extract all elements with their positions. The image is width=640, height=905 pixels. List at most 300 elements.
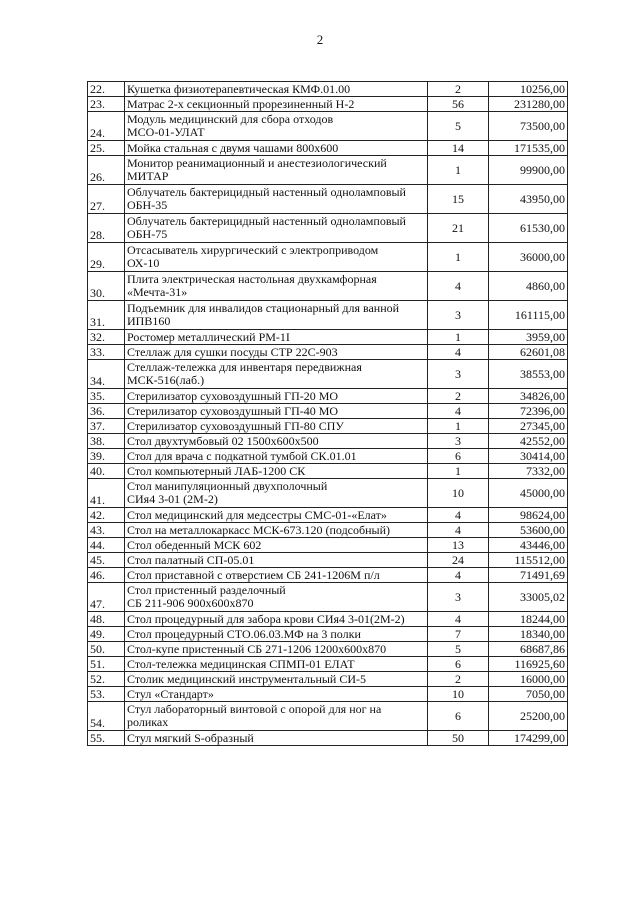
item-name-cell bbox=[125, 479, 428, 508]
item-name-text: Стол процедурный для забора крови СИя4 3-01(2М-2) bbox=[127, 611, 405, 626]
amount-text: 73500,00 bbox=[520, 118, 565, 133]
table-row bbox=[88, 272, 568, 301]
row-number-cell bbox=[88, 112, 125, 141]
item-name-cell bbox=[125, 404, 428, 419]
quantity-text: 15 bbox=[452, 191, 464, 206]
amount-cell bbox=[489, 731, 568, 746]
table-row bbox=[88, 568, 568, 583]
table-row bbox=[88, 479, 568, 508]
quantity-cell bbox=[428, 330, 489, 345]
row-number-cell bbox=[88, 214, 125, 243]
item-name-text: Стол пристенный разделочный СБ 211-906 900х600х870 bbox=[127, 583, 286, 610]
row-number-cell bbox=[88, 731, 125, 746]
item-name-text: Облучатель бактерицидный настенный одноламповый ОБН-35 bbox=[127, 185, 406, 212]
item-name-text: Стол на металлокаркасс МСК-673.120 (подсобный) bbox=[127, 522, 391, 537]
amount-text: 68687,86 bbox=[520, 641, 565, 656]
amount-text: 99900,00 bbox=[520, 162, 565, 177]
quantity-text: 1 bbox=[455, 162, 461, 177]
row-number-cell bbox=[88, 672, 125, 687]
item-name-text: Облучатель бактерицидный настенный одноламповый ОБН-75 bbox=[127, 214, 406, 241]
row-number-text: 47. bbox=[90, 597, 105, 611]
item-name-text: Стеллаж-тележка для инвентаря передвижная МСК-516(лаб.) bbox=[127, 360, 362, 387]
item-name-cell bbox=[125, 360, 428, 389]
table-row bbox=[88, 214, 568, 243]
amount-cell bbox=[489, 553, 568, 568]
table-row bbox=[88, 330, 568, 345]
quantity-text: 6 bbox=[455, 708, 461, 723]
amount-cell bbox=[489, 642, 568, 657]
item-name-cell bbox=[125, 642, 428, 657]
amount-text: 72396,00 bbox=[520, 403, 565, 418]
item-name-text: Модуль медицинский для сбора отходов МСО-01-УЛАТ bbox=[127, 112, 334, 139]
quantity-cell bbox=[428, 185, 489, 214]
amount-text: 43446,00 bbox=[520, 537, 565, 552]
row-number-text: 55. bbox=[90, 731, 105, 745]
amount-cell bbox=[489, 627, 568, 642]
table-row bbox=[88, 345, 568, 360]
item-name-cell bbox=[125, 389, 428, 404]
amount-cell bbox=[489, 523, 568, 538]
quantity-text: 5 bbox=[455, 118, 461, 133]
amount-text: 18244,00 bbox=[520, 611, 565, 626]
quantity-cell bbox=[428, 508, 489, 523]
amount-text: 33005,02 bbox=[520, 589, 565, 604]
item-name-text: Плита электрическая настольная двухкамфорная «Мечта-31» bbox=[127, 272, 377, 299]
quantity-text: 1 bbox=[455, 418, 461, 433]
item-name-text: Стеллаж для сушки посуды СТР 22С-903 bbox=[127, 344, 338, 359]
item-name-cell bbox=[125, 434, 428, 449]
item-name-text: Стол медицинский для медсестры СМС-01-«Елат» bbox=[127, 507, 387, 522]
item-name-cell bbox=[125, 449, 428, 464]
amount-cell bbox=[489, 508, 568, 523]
row-number-cell bbox=[88, 419, 125, 434]
table-row bbox=[88, 553, 568, 568]
quantity-cell bbox=[428, 731, 489, 746]
quantity-text: 1 bbox=[455, 463, 461, 478]
row-number-cell bbox=[88, 434, 125, 449]
amount-text: 10256,00 bbox=[520, 81, 565, 96]
item-name-cell bbox=[125, 508, 428, 523]
amount-text: 38553,00 bbox=[520, 366, 565, 381]
amount-text: 98624,00 bbox=[520, 507, 565, 522]
row-number-cell bbox=[88, 156, 125, 185]
table-row bbox=[88, 657, 568, 672]
item-name-cell bbox=[125, 82, 428, 97]
item-name-text: Стерилизатор суховоздушный ГП-80 СПУ bbox=[127, 418, 344, 433]
item-name-text: Матрас 2-х секционный прорезиненный Н-2 bbox=[127, 96, 355, 111]
row-number-cell bbox=[88, 345, 125, 360]
quantity-text: 4 bbox=[455, 611, 461, 626]
row-number-text: 54. bbox=[90, 716, 105, 730]
row-number-cell bbox=[88, 612, 125, 627]
item-name-cell bbox=[125, 731, 428, 746]
quantity-cell bbox=[428, 449, 489, 464]
quantity-cell bbox=[428, 301, 489, 330]
item-name-cell bbox=[125, 97, 428, 112]
row-number-cell bbox=[88, 360, 125, 389]
amount-cell bbox=[489, 687, 568, 702]
row-number-text: 30. bbox=[90, 286, 105, 300]
row-number-text: 52. bbox=[90, 672, 105, 686]
quantity-text: 24 bbox=[452, 552, 464, 567]
quantity-cell bbox=[428, 404, 489, 419]
item-name-cell bbox=[125, 464, 428, 479]
inventory-table bbox=[87, 81, 568, 746]
amount-text: 42552,00 bbox=[520, 433, 565, 448]
quantity-cell bbox=[428, 702, 489, 731]
amount-cell bbox=[489, 479, 568, 508]
amount-text: 115512,00 bbox=[514, 552, 565, 567]
item-name-text: Подъемник для инвалидов стационарный для ванной ИПВ160 bbox=[127, 301, 400, 328]
table-row bbox=[88, 687, 568, 702]
quantity-text: 6 bbox=[455, 656, 461, 671]
item-name-text: Стол приставной с отверстием СБ 241-1206М п/л bbox=[127, 567, 380, 582]
amount-text: 7050,00 bbox=[526, 686, 565, 701]
item-name-cell bbox=[125, 553, 428, 568]
amount-text: 4860,00 bbox=[526, 278, 565, 293]
amount-cell bbox=[489, 672, 568, 687]
quantity-text: 10 bbox=[452, 485, 464, 500]
row-number-text: 23. bbox=[90, 97, 105, 111]
amount-text: 61530,00 bbox=[520, 220, 565, 235]
quantity-cell bbox=[428, 627, 489, 642]
quantity-text: 2 bbox=[455, 671, 461, 686]
row-number-cell bbox=[88, 82, 125, 97]
item-name-cell bbox=[125, 702, 428, 731]
amount-cell bbox=[489, 156, 568, 185]
quantity-cell bbox=[428, 389, 489, 404]
row-number-cell bbox=[88, 185, 125, 214]
item-name-text: Стул «Стандарт» bbox=[127, 686, 214, 701]
quantity-cell bbox=[428, 538, 489, 553]
amount-cell bbox=[489, 185, 568, 214]
row-number-cell bbox=[88, 583, 125, 612]
item-name-text: Стол двухтумбовый 02 1500х600х500 bbox=[127, 433, 319, 448]
table-row bbox=[88, 156, 568, 185]
row-number-cell bbox=[88, 464, 125, 479]
quantity-cell bbox=[428, 112, 489, 141]
item-name-text: Стол манипуляционный двухполочный СИя4 3-01 (2М-2) bbox=[127, 479, 328, 506]
amount-cell bbox=[489, 345, 568, 360]
amount-text: 45000,00 bbox=[520, 485, 565, 500]
row-number-text: 33. bbox=[90, 345, 105, 359]
quantity-text: 2 bbox=[455, 388, 461, 403]
row-number-cell bbox=[88, 538, 125, 553]
amount-cell bbox=[489, 389, 568, 404]
quantity-cell bbox=[428, 434, 489, 449]
item-name-cell bbox=[125, 243, 428, 272]
amount-cell bbox=[489, 538, 568, 553]
item-name-cell bbox=[125, 272, 428, 301]
item-name-text: Отсасыватель хирургический с электроприводом ОХ-10 bbox=[127, 243, 379, 270]
row-number-text: 36. bbox=[90, 404, 105, 418]
row-number-cell bbox=[88, 330, 125, 345]
row-number-text: 45. bbox=[90, 553, 105, 567]
row-number-text: 48. bbox=[90, 612, 105, 626]
item-name-cell bbox=[125, 345, 428, 360]
row-number-text: 50. bbox=[90, 642, 105, 656]
quantity-cell bbox=[428, 214, 489, 243]
row-number-text: 51. bbox=[90, 657, 105, 671]
amount-text: 36000,00 bbox=[520, 249, 565, 264]
row-number-cell bbox=[88, 389, 125, 404]
quantity-text: 2 bbox=[455, 81, 461, 96]
table-row bbox=[88, 419, 568, 434]
amount-cell bbox=[489, 657, 568, 672]
quantity-cell bbox=[428, 156, 489, 185]
table-row bbox=[88, 389, 568, 404]
item-name-cell bbox=[125, 301, 428, 330]
table-row bbox=[88, 672, 568, 687]
row-number-text: 38. bbox=[90, 434, 105, 448]
amount-cell bbox=[489, 583, 568, 612]
page-number: 2 bbox=[316, 32, 324, 47]
quantity-text: 1 bbox=[455, 249, 461, 264]
row-number-text: 44. bbox=[90, 538, 105, 552]
quantity-text: 4 bbox=[455, 403, 461, 418]
amount-text: 30414,00 bbox=[520, 448, 565, 463]
quantity-text: 10 bbox=[452, 686, 464, 701]
amount-cell bbox=[489, 404, 568, 419]
amount-text: 34826,00 bbox=[520, 388, 565, 403]
quantity-cell bbox=[428, 687, 489, 702]
table-row bbox=[88, 141, 568, 156]
row-number-cell bbox=[88, 627, 125, 642]
row-number-cell bbox=[88, 301, 125, 330]
row-number-text: 26. bbox=[90, 170, 105, 184]
table-row bbox=[88, 642, 568, 657]
amount-cell bbox=[489, 612, 568, 627]
quantity-cell bbox=[428, 657, 489, 672]
table-row bbox=[88, 464, 568, 479]
quantity-cell bbox=[428, 612, 489, 627]
table-row bbox=[88, 185, 568, 214]
item-name-cell bbox=[125, 612, 428, 627]
row-number-cell bbox=[88, 97, 125, 112]
table-row bbox=[88, 523, 568, 538]
amount-text: 161115,00 bbox=[514, 307, 565, 322]
table-row bbox=[88, 97, 568, 112]
row-number-cell bbox=[88, 272, 125, 301]
inventory-table-body bbox=[88, 82, 568, 746]
quantity-text: 14 bbox=[452, 140, 464, 155]
quantity-cell bbox=[428, 464, 489, 479]
row-number-text: 46. bbox=[90, 568, 105, 582]
amount-text: 62601,08 bbox=[520, 344, 565, 359]
amount-cell bbox=[489, 243, 568, 272]
row-number-text: 43. bbox=[90, 523, 105, 537]
amount-cell bbox=[489, 702, 568, 731]
row-number-text: 32. bbox=[90, 330, 105, 344]
row-number-text: 41. bbox=[90, 493, 105, 507]
quantity-text: 3 bbox=[455, 589, 461, 604]
quantity-cell bbox=[428, 583, 489, 612]
item-name-cell bbox=[125, 156, 428, 185]
table-row bbox=[88, 612, 568, 627]
amount-text: 231280,00 bbox=[514, 96, 565, 111]
row-number-cell bbox=[88, 568, 125, 583]
quantity-text: 1 bbox=[455, 329, 461, 344]
row-number-text: 49. bbox=[90, 627, 105, 641]
quantity-cell bbox=[428, 360, 489, 389]
amount-cell bbox=[489, 464, 568, 479]
row-number-text: 34. bbox=[90, 374, 105, 388]
quantity-text: 56 bbox=[452, 96, 464, 111]
row-number-text: 31. bbox=[90, 315, 105, 329]
row-number-text: 42. bbox=[90, 508, 105, 522]
table-row bbox=[88, 360, 568, 389]
amount-cell bbox=[489, 449, 568, 464]
amount-text: 3959,00 bbox=[526, 329, 565, 344]
quantity-cell bbox=[428, 553, 489, 568]
amount-text: 16000,00 bbox=[520, 671, 565, 686]
item-name-text: Монитор реанимационный и анестезиологический МИТАР bbox=[127, 156, 387, 183]
amount-cell bbox=[489, 568, 568, 583]
row-number-cell bbox=[88, 553, 125, 568]
table-row bbox=[88, 583, 568, 612]
table-row bbox=[88, 449, 568, 464]
row-number-text: 22. bbox=[90, 82, 105, 96]
table-row bbox=[88, 731, 568, 746]
item-name-cell bbox=[125, 687, 428, 702]
amount-cell bbox=[489, 141, 568, 156]
quantity-text: 3 bbox=[455, 366, 461, 381]
item-name-text: Стул лабораторный винтовой с опорой для ног на роликах bbox=[127, 702, 382, 729]
amount-text: 43950,00 bbox=[520, 191, 565, 206]
item-name-cell bbox=[125, 185, 428, 214]
item-name-cell bbox=[125, 141, 428, 156]
table-row bbox=[88, 112, 568, 141]
table-row bbox=[88, 243, 568, 272]
amount-text: 174299,00 bbox=[514, 730, 565, 745]
quantity-text: 5 bbox=[455, 641, 461, 656]
quantity-cell bbox=[428, 82, 489, 97]
item-name-cell bbox=[125, 523, 428, 538]
row-number-cell bbox=[88, 642, 125, 657]
amount-text: 27345,00 bbox=[520, 418, 565, 433]
quantity-cell bbox=[428, 672, 489, 687]
item-name-text: Стол палатный СП-05.01 bbox=[127, 552, 255, 567]
quantity-text: 4 bbox=[455, 344, 461, 359]
quantity-text: 4 bbox=[455, 567, 461, 582]
item-name-text: Стол-тележка медицинская СПМП-01 ЕЛАТ bbox=[127, 656, 355, 671]
row-number-text: 27. bbox=[90, 199, 105, 213]
table-row bbox=[88, 508, 568, 523]
item-name-cell bbox=[125, 627, 428, 642]
amount-cell bbox=[489, 330, 568, 345]
amount-text: 25200,00 bbox=[520, 708, 565, 723]
item-name-cell bbox=[125, 330, 428, 345]
quantity-text: 7 bbox=[455, 626, 461, 641]
item-name-text: Стол для врача с подкатной тумбой СК.01.01 bbox=[127, 448, 357, 463]
row-number-text: 29. bbox=[90, 257, 105, 271]
table-row bbox=[88, 301, 568, 330]
table-row bbox=[88, 404, 568, 419]
row-number-cell bbox=[88, 404, 125, 419]
table-row bbox=[88, 82, 568, 97]
item-name-text: Стерилизатор суховоздушный ГП-20 МО bbox=[127, 388, 339, 403]
amount-cell bbox=[489, 419, 568, 434]
item-name-cell bbox=[125, 214, 428, 243]
item-name-text: Столик медицинский инструментальный СИ-5 bbox=[127, 671, 367, 686]
quantity-cell bbox=[428, 568, 489, 583]
quantity-cell bbox=[428, 642, 489, 657]
row-number-cell bbox=[88, 657, 125, 672]
item-name-cell bbox=[125, 657, 428, 672]
row-number-text: 37. bbox=[90, 419, 105, 433]
quantity-text: 4 bbox=[455, 278, 461, 293]
quantity-text: 50 bbox=[452, 730, 464, 745]
quantity-cell bbox=[428, 419, 489, 434]
item-name-text: Ростомер металлический РМ-1I bbox=[127, 329, 290, 344]
row-number-cell bbox=[88, 449, 125, 464]
quantity-text: 3 bbox=[455, 433, 461, 448]
row-number-text: 35. bbox=[90, 389, 105, 403]
quantity-text: 4 bbox=[455, 522, 461, 537]
row-number-cell bbox=[88, 508, 125, 523]
amount-text: 7332,00 bbox=[526, 463, 565, 478]
item-name-text: Стул мягкий S-образный bbox=[127, 730, 254, 745]
item-name-text: Стол обеденный МСК 602 bbox=[127, 537, 262, 552]
row-number-text: 53. bbox=[90, 687, 105, 701]
item-name-text: Кушетка физиотерапевтическая КМФ.01.00 bbox=[127, 81, 351, 96]
quantity-text: 21 bbox=[452, 220, 464, 235]
row-number-text: 39. bbox=[90, 449, 105, 463]
quantity-cell bbox=[428, 523, 489, 538]
item-name-cell bbox=[125, 672, 428, 687]
quantity-text: 4 bbox=[455, 507, 461, 522]
row-number-text: 40. bbox=[90, 464, 105, 478]
item-name-cell bbox=[125, 538, 428, 553]
amount-cell bbox=[489, 97, 568, 112]
quantity-cell bbox=[428, 141, 489, 156]
table-row bbox=[88, 702, 568, 731]
quantity-cell bbox=[428, 272, 489, 301]
amount-text: 53600,00 bbox=[520, 522, 565, 537]
amount-cell bbox=[489, 301, 568, 330]
quantity-text: 3 bbox=[455, 307, 461, 322]
amount-cell bbox=[489, 360, 568, 389]
item-name-text: Стерилизатор суховоздушный ГП-40 МО bbox=[127, 403, 339, 418]
item-name-text: Мойка стальная с двумя чашами 800х600 bbox=[127, 140, 339, 155]
row-number-cell bbox=[88, 479, 125, 508]
amount-text: 18340,00 bbox=[520, 626, 565, 641]
row-number-cell bbox=[88, 523, 125, 538]
quantity-cell bbox=[428, 479, 489, 508]
item-name-text: Стол компьютерный ЛАБ-1200 СК bbox=[127, 463, 306, 478]
table-row bbox=[88, 538, 568, 553]
table-row bbox=[88, 627, 568, 642]
row-number-text: 25. bbox=[90, 141, 105, 155]
row-number-cell bbox=[88, 702, 125, 731]
amount-text: 171535,00 bbox=[514, 140, 565, 155]
table-row bbox=[88, 434, 568, 449]
quantity-cell bbox=[428, 345, 489, 360]
amount-cell bbox=[489, 214, 568, 243]
row-number-text: 28. bbox=[90, 228, 105, 242]
amount-cell bbox=[489, 272, 568, 301]
row-number-text: 24. bbox=[90, 126, 105, 140]
item-name-cell bbox=[125, 112, 428, 141]
item-name-text: Стол-купе пристенный СБ 271-1206 1200х600х870 bbox=[127, 641, 387, 656]
item-name-cell bbox=[125, 583, 428, 612]
item-name-cell bbox=[125, 568, 428, 583]
item-name-cell bbox=[125, 419, 428, 434]
quantity-text: 13 bbox=[452, 537, 464, 552]
row-number-cell bbox=[88, 243, 125, 272]
amount-text: 116925,60 bbox=[514, 656, 565, 671]
row-number-cell bbox=[88, 141, 125, 156]
